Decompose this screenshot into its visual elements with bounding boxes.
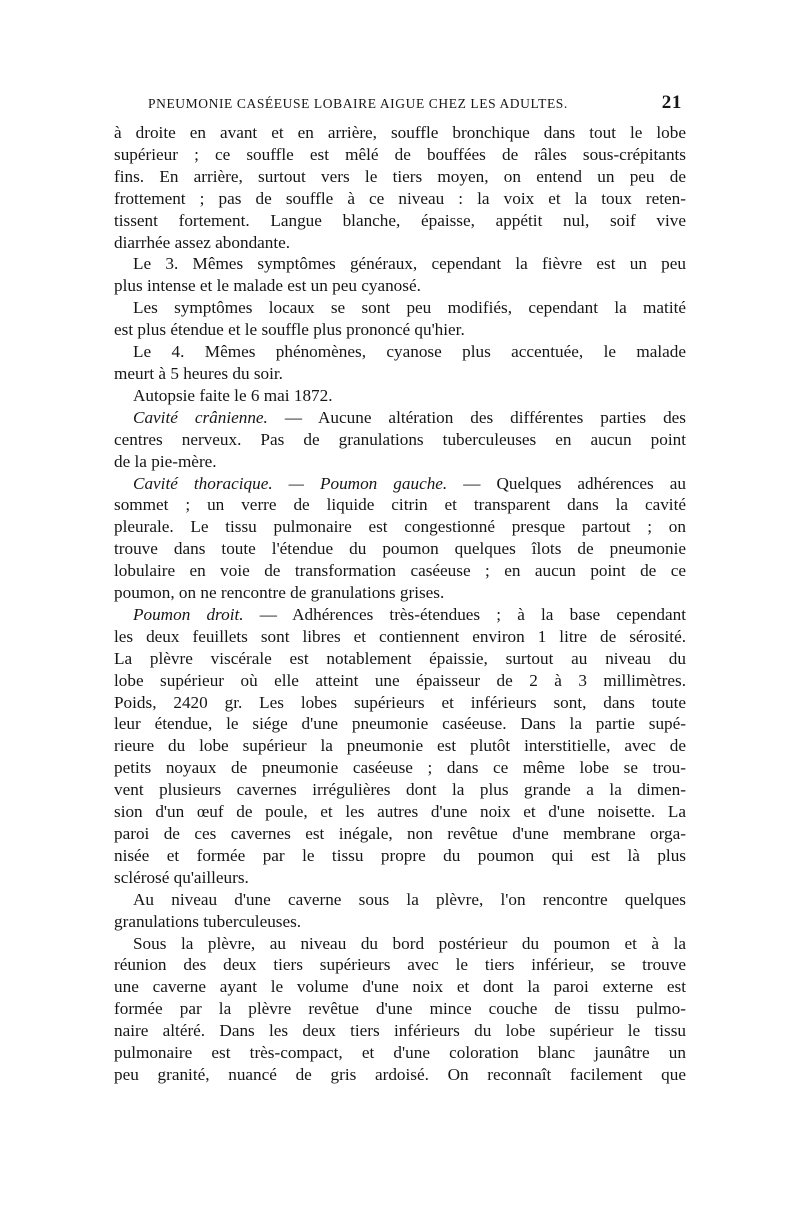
text-line xyxy=(114,604,686,626)
paragraph xyxy=(114,473,686,604)
text-line: trouve dans toute l'étendue du poumon quelques îlots de pneumonie xyxy=(114,539,686,559)
text-fragment: — Quelques adhérences au xyxy=(447,473,686,493)
text-line: plus intense et le malade est un peu cyanosé. xyxy=(114,276,421,296)
text-line xyxy=(114,407,686,429)
paragraph xyxy=(114,122,686,253)
text-line: lobulaire en voie de transformation caséeuse ; en aucun point de ce xyxy=(114,561,686,581)
text-line: rieure du lobe supérieur la pneumonie est plutôt interstitielle, avec de xyxy=(114,736,686,756)
text-line: une caverne ayant le volume d'une noix et dont la paroi externe est xyxy=(114,977,686,997)
text-line: Autopsie faite le 6 mai 1872. xyxy=(133,385,333,405)
paragraph xyxy=(114,604,686,889)
text-fragment: — Aucune altération des différentes parties des xyxy=(267,407,686,427)
text-line: de la pie-mère. xyxy=(114,451,217,471)
text-line: naire altéré. Dans les deux tiers inférieurs du lobe supérieur le tissu xyxy=(114,1021,686,1041)
section-heading-italic: Poumon droit. xyxy=(133,604,244,624)
text-fragment: — Adhérences très-étendues ; à la base cependant xyxy=(243,604,686,624)
text-line: petits noyaux de pneumonie caséeuse ; dans ce même lobe se trou- xyxy=(114,758,686,778)
text-line: La plèvre viscérale est notablement épaissie, surtout au niveau du xyxy=(114,648,686,668)
body-text xyxy=(114,122,686,1086)
text-line: formée par la plèvre revêtue d'une mince couche de tissu pulmo- xyxy=(114,999,686,1019)
text-line: diarrhée assez abondante. xyxy=(114,232,291,252)
text-line: les deux feuillets sont libres et contiennent environ 1 litre de sérosité. xyxy=(114,626,686,646)
text-line: lobe supérieur où elle atteint une épaisseur de 2 à 3 millimètres. xyxy=(114,670,686,690)
paragraph xyxy=(114,253,686,297)
text-line xyxy=(114,473,686,495)
text-line: Au niveau d'une caverne sous la plèvre, l'on rencontre quelques xyxy=(133,889,686,909)
text-line: Le 4. Mêmes phénomènes, cyanose plus accentuée, le malade xyxy=(133,342,686,362)
text-line: supérieur ; ce souffle est mêlé de bouffées de râles sous-crépitants xyxy=(114,144,686,164)
text-line: fins. En arrière, surtout vers le tiers moyen, on entend un peu de xyxy=(114,166,686,186)
text-line: frottement ; pas de souffle à ce niveau : la voix et la toux reten- xyxy=(114,188,686,208)
text-line: paroi de ces cavernes est inégale, non revêtue d'une membrane orga- xyxy=(114,824,686,843)
text-line: Sous la plèvre, au niveau du bord postérieur du poumon et à la xyxy=(133,933,686,953)
text-line: à droite en avant et en arrière, souffle bronchique dans tout le lobe xyxy=(114,123,686,142)
text-line: sion d'un œuf de poule, et les autres d'une noix et d'une noisette. La xyxy=(114,802,686,822)
text-line: poumon, on ne rencontre de granulations grises. xyxy=(114,583,445,603)
paragraph xyxy=(114,407,686,473)
paragraph xyxy=(114,889,686,933)
paragraph xyxy=(114,341,686,385)
text-line: est plus étendue et le souffle plus prononcé qu'hier. xyxy=(114,320,465,340)
paragraph xyxy=(114,933,686,1086)
text-line: vent plusieurs cavernes irrégulières dont la plus grande a la dimen- xyxy=(114,780,686,800)
text-line: peu granité, nuancé de gris ardoisé. On reconnaît facilement que xyxy=(114,1064,686,1084)
section-heading-italic: Cavité thoracique. — Poumon gauche. xyxy=(133,473,448,493)
text-line: réunion des deux tiers supérieurs avec le tiers inférieur, se trouve xyxy=(114,955,686,975)
text-line: centres nerveux. Pas de granulations tuberculeuses en aucun point xyxy=(114,429,686,449)
text-line: sclérosé qu'ailleurs. xyxy=(114,867,249,887)
page-number: 21 xyxy=(661,92,682,113)
text-line: pleurale. Le tissu pulmonaire est congestionné presque partout ; on xyxy=(114,517,686,537)
text-line: tissent fortement. Langue blanche, épaisse, appétit nul, soif vive xyxy=(114,210,686,230)
text-line: meurt à 5 heures du soir. xyxy=(114,363,283,383)
text-line: pulmonaire est très-compact, et d'une coloration blanc jaunâtre un xyxy=(114,1043,686,1063)
paragraph xyxy=(114,385,686,407)
text-line: Les symptômes locaux se sont peu modifiés, cependant la matité xyxy=(133,298,686,318)
text-line: granulations tuberculeuses. xyxy=(114,911,302,931)
running-title: PNEUMONIE CASÉEUSE LOBAIRE AIGUE CHEZ LES ADULTES. xyxy=(148,96,568,111)
text-line: nisée et formée par le tissu propre du poumon qui est là plus xyxy=(114,845,686,865)
text-line: leur étendue, le siége d'une pneumonie caséeuse. Dans la partie supé- xyxy=(114,714,686,734)
text-line: Le 3. Mêmes symptômes généraux, cependant la fièvre est un peu xyxy=(133,254,686,274)
page-header xyxy=(114,92,686,122)
section-heading-italic: Cavité crânienne. xyxy=(133,407,268,427)
text-line: Poids, 2420 gr. Les lobes supérieurs et inférieurs sont, dans toute xyxy=(114,692,686,712)
paragraph xyxy=(114,297,686,341)
text-line: sommet ; un verre de liquide citrin et transparent dans la cavité xyxy=(114,495,686,515)
book-page xyxy=(114,92,686,1086)
